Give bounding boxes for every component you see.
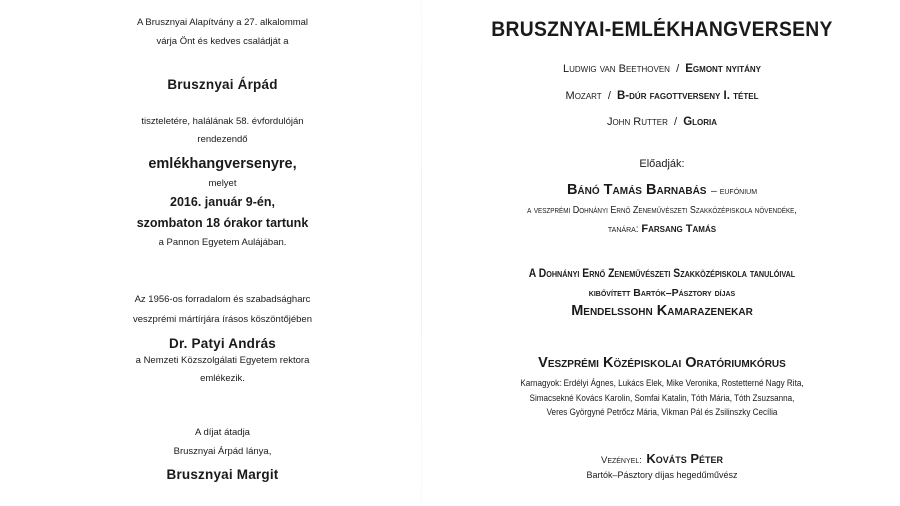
soloist-school: a veszprémi Dohnányi Ernő Zeneművészeti Szakközépiskola növendéke, [527,205,797,216]
program-composer: Ludwig van Beethoven [562,63,670,75]
intro-line-2: várja Önt és kedves családját a [156,36,289,47]
tribute-line-1: tiszteletére, halálának 58. évfordulóján [141,116,304,127]
event-date: 2016. január 9-én, [170,195,275,209]
teacher-name: Farsang Tamás [641,223,717,235]
speech-line-2: veszprémi mártírjára írásos köszöntőjében [133,314,312,325]
program-separator: / [674,116,678,128]
teacher-label: tanára: [607,224,639,235]
conductor-label: Vezényel: [600,455,642,466]
teacher-line [424,223,900,236]
intro-line-1: A Brusznyai Alapítvány a 27. alkalommal [136,17,309,28]
fold-divider [421,0,422,506]
speaker-name: Dr. Patyi András [169,336,276,351]
event-name: emlékhangversenyre, [148,156,297,172]
speaker-role-1: a Nemzeti Közszolgálati Egyetem rektora [135,355,310,366]
conductor-name: Kováts Péter [646,451,724,466]
program-work: Egmont nyitány [685,63,762,75]
event-venue: a Pannon Egyetem Aulájában. [158,237,287,248]
program-composer: John Rutter [606,116,668,128]
speaker-role-2: emlékezik. [200,373,245,384]
event-time: szombaton 18 órakor tartunk [136,216,309,230]
choir-name: Veszprémi Középiskolai Oratóriumkórus [538,355,786,371]
program-work: Gloria [683,116,718,128]
program-item [424,90,900,103]
concert-title: BRUSZNYAI-EMLÉKHANGVERSENY [491,18,833,41]
award-line-1: A díjat átadja [195,427,250,438]
orchestra-line-1: A Dohnányi Ernő Zeneművészeti Szakközépiskola tanulóival [528,268,796,280]
performers-label: Előadják: [639,158,685,170]
soloist-name: Bánó Tamás Barnabás [566,182,707,198]
award-giver-name: Brusznyai Margit [166,467,279,482]
program-work: B-dúr fagottverseny I. tétel [617,90,759,102]
conductor-title: Bartók–Pásztory díjas hegedűművész [586,470,738,480]
honoree-name: Brusznyai Árpád [167,77,278,92]
melyet-text: melyet [208,178,237,189]
choir-members-line-3: Veres Györgyné Petrőcz Mária, Vikman Pál és Zsilinszky Cecília [546,407,778,417]
orchestra-name: Mendelssohn Kamarazenekar [571,303,753,319]
award-line-2: Brusznyai Árpád lánya, [173,446,272,457]
program-item [424,116,900,129]
choir-members-line-2: Simacsekné Kovács Karolin, Somfai Katalin, Tóth Mária, Tóth Zsuzsanna, [529,393,795,403]
program-separator: / [607,90,611,102]
soloist-instrument: – eufónium [710,185,758,197]
program-separator: / [676,63,680,75]
conductor-line [424,450,900,468]
choir-members-line-1: Karnagyok: Erdélyi Ágnes, Lukács Elek, Mike Veronika, Rostetterné Nagy Rita, [520,378,804,388]
program-composer: Mozart [565,90,602,102]
soloist-line [424,181,900,199]
program-item [424,63,900,76]
orchestra-line-2: kibővített Bartók–Pásztory díjas [588,287,736,299]
tribute-line-2: rendezendő [197,134,248,145]
speech-line-1: Az 1956-os forradalom és szabadságharc [134,294,311,305]
